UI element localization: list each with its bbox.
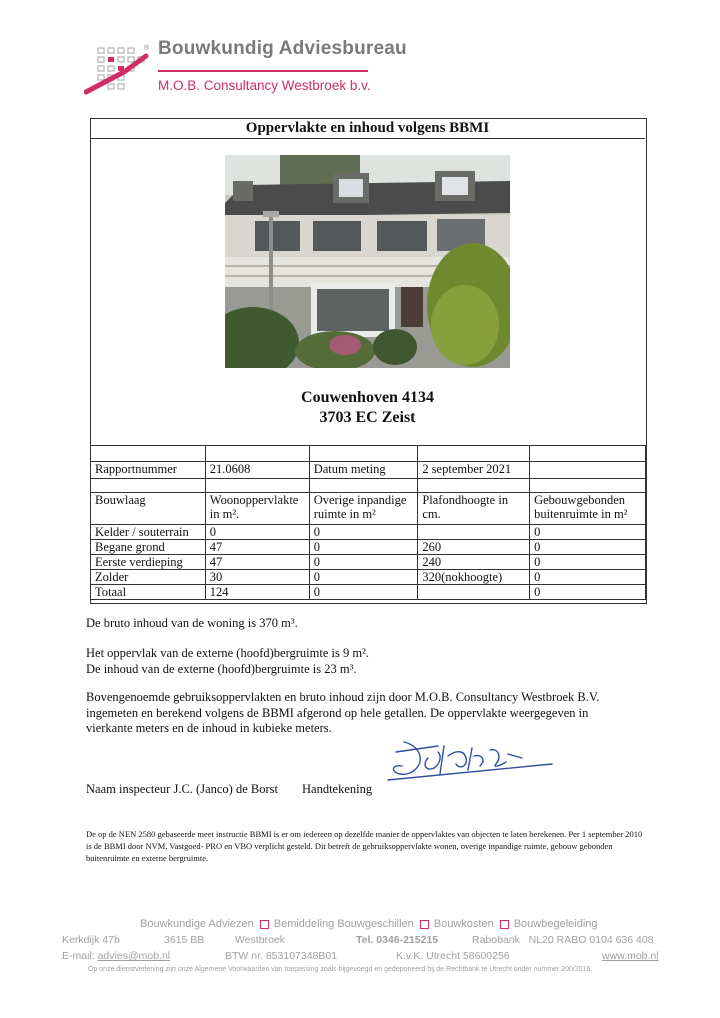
cell: 0	[530, 555, 646, 570]
measure-date-value: 2 september 2021	[418, 462, 530, 479]
cell: Zolder	[91, 570, 206, 585]
table-row	[91, 555, 646, 570]
cell	[418, 525, 530, 540]
service-bemiddeling: Bemiddeling Bouwgeschillen	[273, 918, 414, 930]
cell: 0	[309, 570, 418, 585]
header-bouwlaag: Bouwlaag	[91, 493, 206, 525]
table-row	[91, 540, 646, 555]
cell: Kelder / souterrain	[91, 525, 206, 540]
cell: 0	[309, 525, 418, 540]
footer-bank: Rabobank NL20 RABO 0104 636 408	[472, 934, 654, 946]
footer-phone: Tel. 0346-215215	[356, 934, 439, 946]
header-woonoppervlakte: Woonoppervlakte in m².	[205, 493, 309, 525]
table-header-row	[91, 493, 646, 525]
measure-date-label: Datum meting	[309, 462, 418, 479]
table-row	[91, 525, 646, 540]
company-logo	[84, 42, 154, 96]
address-line-1: Couwenhoven 4134	[301, 389, 434, 406]
house-photo	[225, 155, 510, 368]
cell: 0	[530, 585, 646, 600]
footer-services	[140, 918, 598, 930]
table-spacer-row	[91, 446, 646, 462]
cell: 0	[205, 525, 309, 540]
footer-email	[62, 950, 170, 962]
cell: Begane grond	[91, 540, 206, 555]
report-title: Oppervlakte en inhoud volgens BBMI	[90, 118, 645, 139]
cell: 124	[205, 585, 309, 600]
cell: 320(nokhoogte)	[418, 570, 530, 585]
disclaimer-text: De op de NEN 2580 gebaseerde meet instructie BBMI is er om iedereen op dezelfde manier de oppervlaktes van objecten te laten berekenen. Per 1 september 2010 is de BBMI door NVM, Vastgoed- PRO en VBO verplicht gesteld. Dit betreft de gebruiksoppervlakte wonen, overige inpandige ruimte, gebouw gebonden buitenruimte en externe bergruimte.	[86, 829, 643, 863]
cell: 260	[418, 540, 530, 555]
cell: 0	[309, 585, 418, 600]
inspector-name: Naam inspecteur J.C. (Janco) de Borst	[86, 782, 278, 796]
footer-street: Kerkdijk 47b	[62, 934, 120, 946]
meta-row	[91, 462, 646, 479]
cell: 30	[205, 570, 309, 585]
registered-mark: ®	[144, 45, 150, 52]
email-label: E-mail:	[62, 950, 95, 962]
cell: 0	[530, 570, 646, 585]
footer-postcode: 3615 BB	[164, 934, 205, 946]
report-number-value: 21.0608	[205, 462, 309, 479]
cell	[418, 585, 530, 600]
signature-label: Handtekening	[302, 782, 373, 796]
brand-subtitle: M.O.B. Consultancy Westbroek b.v.	[158, 78, 371, 93]
table-spacer-row	[91, 479, 646, 493]
header-plafondhoogte: Plafondhoogte in cm.	[418, 493, 530, 525]
brand-name: Bouwkundig Adviesbureau	[158, 38, 407, 59]
cell: 0	[309, 540, 418, 555]
email-link[interactable]: advies@mob.nl	[97, 950, 171, 962]
bruto-inhoud-text: De bruto inhoud van de woning is 370 m³.	[86, 616, 298, 630]
brand-divider	[158, 70, 368, 72]
header-buitenruimte: Gebouwgebonden buitenruimte in m²	[530, 493, 646, 525]
service-advies: Bouwkundige Adviezen	[140, 918, 254, 930]
berging-oppervlak-text: Het oppervlak van de externe (hoofd)bergruimte is 9 m².	[86, 646, 369, 660]
footer-kvk: K.v.K. Utrecht 58600256	[396, 950, 510, 962]
table-row	[91, 585, 646, 600]
footer-conditions: Op onze dienstverlening zijn onze Algemene Voorwaarden van toepassing zoals bijgevoegd en gedeponeerd bij de Rechtbank te Utrecht onder nummer 200/2016.	[88, 966, 593, 973]
bullet-square-icon	[260, 920, 269, 929]
bullet-square-icon	[500, 920, 509, 929]
cell: 0	[309, 555, 418, 570]
header-overige-ruimte: Overige inpandige ruimte in m²	[309, 493, 418, 525]
cell: 47	[205, 540, 309, 555]
service-bouwkosten: Bouwkosten	[433, 918, 494, 930]
table-row	[91, 570, 646, 585]
cell: 47	[205, 555, 309, 570]
cell: 0	[530, 525, 646, 540]
footer-btw: BTW nr. 853107348B01	[225, 950, 338, 962]
signature	[382, 736, 562, 788]
service-bouwbegeleiding: Bouwbegeleiding	[513, 918, 598, 930]
bbmi-table	[90, 445, 646, 600]
statement-text: Bovengenoemde gebruiksoppervlakten en bruto inhoud zijn door M.O.B. Consultancy Westbroek B.V. ingemeten en berekend volgens de BBMI afgerond op hele getallen. De oppervlakte weergegeven in vierkante meters en de inhoud in kubieke meters.	[86, 690, 600, 735]
report-number-label: Rapportnummer	[91, 462, 206, 479]
website-link[interactable]: www.mob.nl	[602, 950, 659, 962]
address-line-2: 3703 EC Zeist	[319, 409, 416, 426]
cell: 240	[418, 555, 530, 570]
footer-city: Westbroek	[235, 934, 285, 946]
cell: Totaal	[91, 585, 206, 600]
cell: 0	[530, 540, 646, 555]
bullet-square-icon	[420, 920, 429, 929]
cell: Eerste verdieping	[91, 555, 206, 570]
berging-inhoud-text: De inhoud van de externe (hoofd)bergruimte is 23 m³.	[86, 662, 357, 676]
